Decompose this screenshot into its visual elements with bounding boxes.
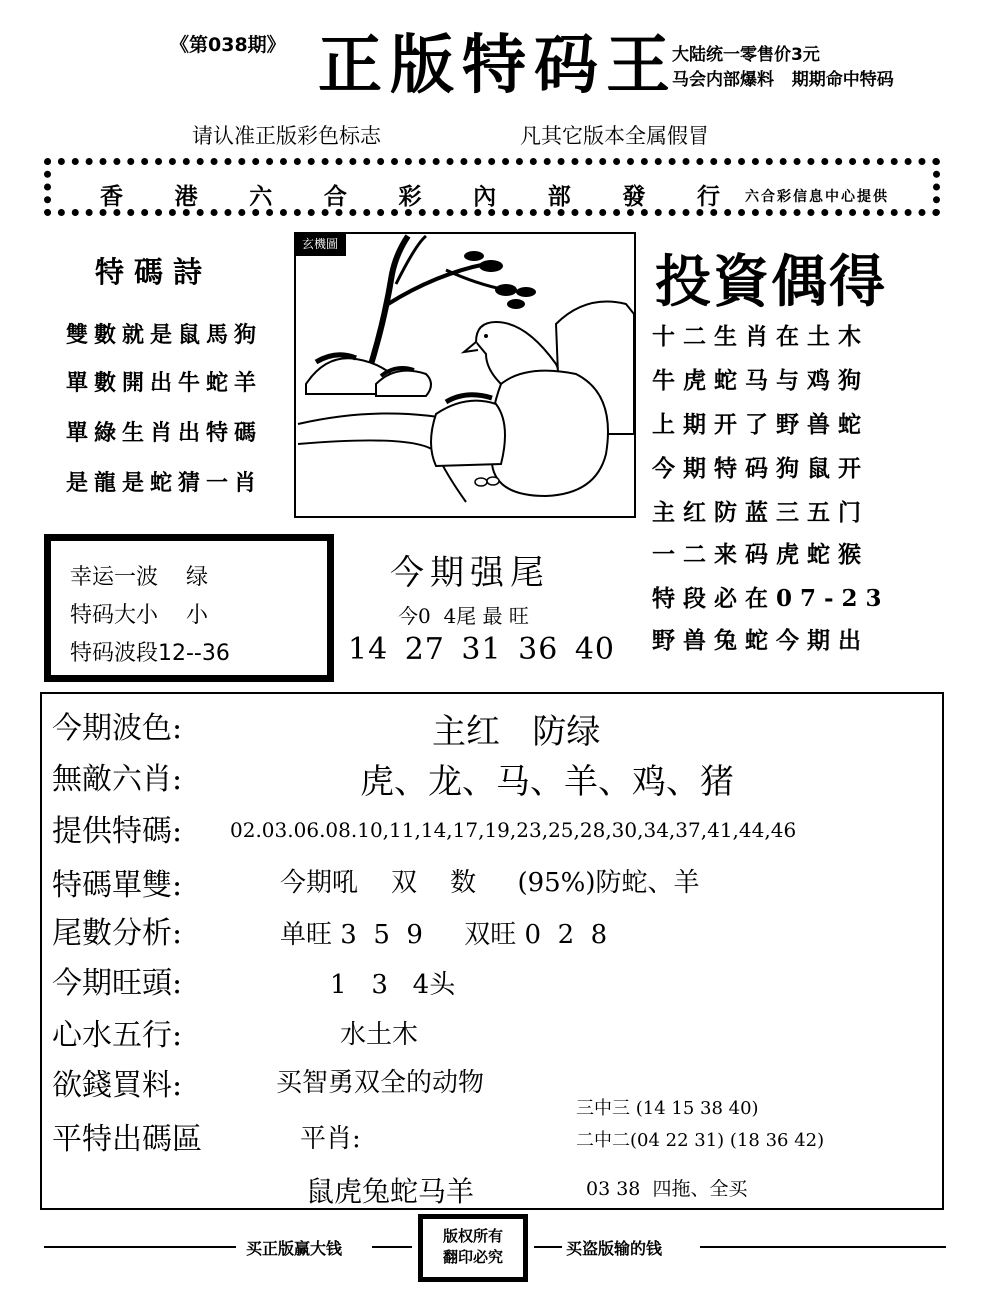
banner-char: 發 [622, 183, 646, 210]
stamp-line-2: 翻印必究 [442, 1248, 503, 1266]
invest-line: 特段必在07-23 [652, 585, 890, 612]
row-label-odd-even: 特碼單雙: [52, 868, 183, 903]
footer-rule-mid-left [372, 1246, 412, 1248]
invest-line: 十二生肖在土木 [652, 323, 869, 350]
illustration-tag: 玄機圖 [294, 232, 346, 256]
banner-char: 港 [174, 183, 198, 210]
footer-right-slogan: 买盗版输的钱 [566, 1239, 663, 1258]
strong-tail-title: 今期强尾 [390, 553, 550, 593]
banner-char: 行 [697, 183, 720, 210]
lucky-size: 特码大小 小 [70, 603, 208, 628]
puzzle-illustration [294, 232, 636, 518]
three-in-three: 三中三 (14 15 38 40) [576, 1098, 759, 1119]
invest-line: 牛虎蛇马与鸡狗 [652, 367, 869, 394]
row-value-special-numbers: 02.03.06.08.10,11,14,17,19,23,25,28,30,34,37,41,44,46 [230, 818, 797, 842]
row-label-special-numbers: 提供特碼: [52, 814, 183, 849]
invest-title: 投資偶得 [655, 249, 887, 315]
row-label-wave-color: 今期波色: [52, 711, 183, 746]
issue-number: 《第038期》 [170, 34, 286, 56]
invest-line: 上期开了野兽蛇 [652, 411, 869, 438]
flat-zodiac-list: 鼠虎兔蛇马羊 [306, 1175, 475, 1208]
strong-tail-numbers: 14 27 31 36 40 [348, 632, 616, 667]
row-label-tail-analysis: 尾數分析: [52, 916, 183, 951]
poem-line: 單數開出牛蛇羊 [66, 370, 263, 396]
counterfeit-notice: 凡其它版本全属假冒 [520, 124, 709, 148]
banner-char: 六 [249, 183, 273, 210]
poem-line: 單綠生肖出特碼 [66, 420, 263, 446]
drag-numbers: 03 38 四拖、全买 [586, 1178, 748, 1200]
footer-rule-left [44, 1246, 236, 1248]
row-label-lead-digits: 今期旺頭: [52, 966, 183, 1001]
banner-char: 內 [473, 183, 497, 210]
stamp-line-1: 版权所有 [442, 1227, 503, 1245]
row-value-six-zodiac: 虎、龙、马、羊、鸡、猪 [360, 762, 734, 802]
lucky-wave: 幸运一波 绿 [70, 565, 208, 590]
banner-char: 彩 [398, 183, 422, 210]
banner-char: 合 [323, 183, 347, 210]
footer-rule-right [700, 1246, 946, 1248]
row-value-wave-color: 主红 防绿 [432, 712, 601, 752]
row-value-lead-digits: 1 3 4头 [330, 970, 456, 1000]
retail-price: 大陆统一零售价3元 [672, 45, 820, 65]
copyright-stamp [418, 1214, 528, 1282]
invest-line: 野兽兔蛇今期出 [652, 627, 869, 654]
row-label-flat-zone: 平特出碼區 [52, 1122, 202, 1157]
banner-char: 香 [100, 183, 123, 210]
two-in-two: 二中二(04 22 31) (18 36 42) [576, 1130, 825, 1151]
banner-note: 六合彩信息中心提供 [745, 189, 889, 205]
row-value-five-elements: 水土木 [340, 1020, 419, 1050]
banner-char: 部 [547, 183, 571, 210]
row-label-six-zodiac: 無敵六肖: [52, 762, 183, 797]
row-value-odd-even: 今期吼 双 数 (95%)防蛇、羊 [280, 868, 700, 898]
banner-text [100, 178, 720, 211]
lucky-range: 特码波段12--36 [70, 641, 230, 666]
strong-tail-sub: 今0 4尾 最 旺 [398, 604, 529, 628]
row-label-buy-hint: 欲錢買料: [52, 1068, 183, 1103]
invest-line: 一二来码虎蛇猴 [652, 541, 869, 568]
authentic-notice: 请认准正版彩色标志 [192, 124, 381, 148]
invest-line: 主红防蓝三五门 [652, 499, 869, 526]
header-slogan: 马会内部爆料 期期命中特码 [672, 70, 894, 90]
footer-rule-mid-right [534, 1246, 562, 1248]
poem-line: 雙數就是鼠馬狗 [66, 322, 263, 348]
row-value-flat-zodiac-label: 平肖: [300, 1124, 361, 1154]
poem-title: 特碼詩 [95, 255, 213, 289]
row-value-tail-analysis: 单旺 3 5 9 双旺 0 2 8 [280, 920, 608, 950]
bird-rock-drawing [296, 234, 634, 516]
poem-line: 是龍是蛇猜一肖 [66, 470, 263, 496]
row-value-buy-hint: 买智勇双全的动物 [276, 1068, 485, 1098]
row-label-five-elements: 心水五行: [52, 1018, 183, 1053]
invest-line: 今期特码狗鼠开 [652, 455, 869, 482]
page-title: 正版特码王 [318, 28, 678, 103]
footer-left-slogan: 买正版赢大钱 [246, 1239, 343, 1258]
